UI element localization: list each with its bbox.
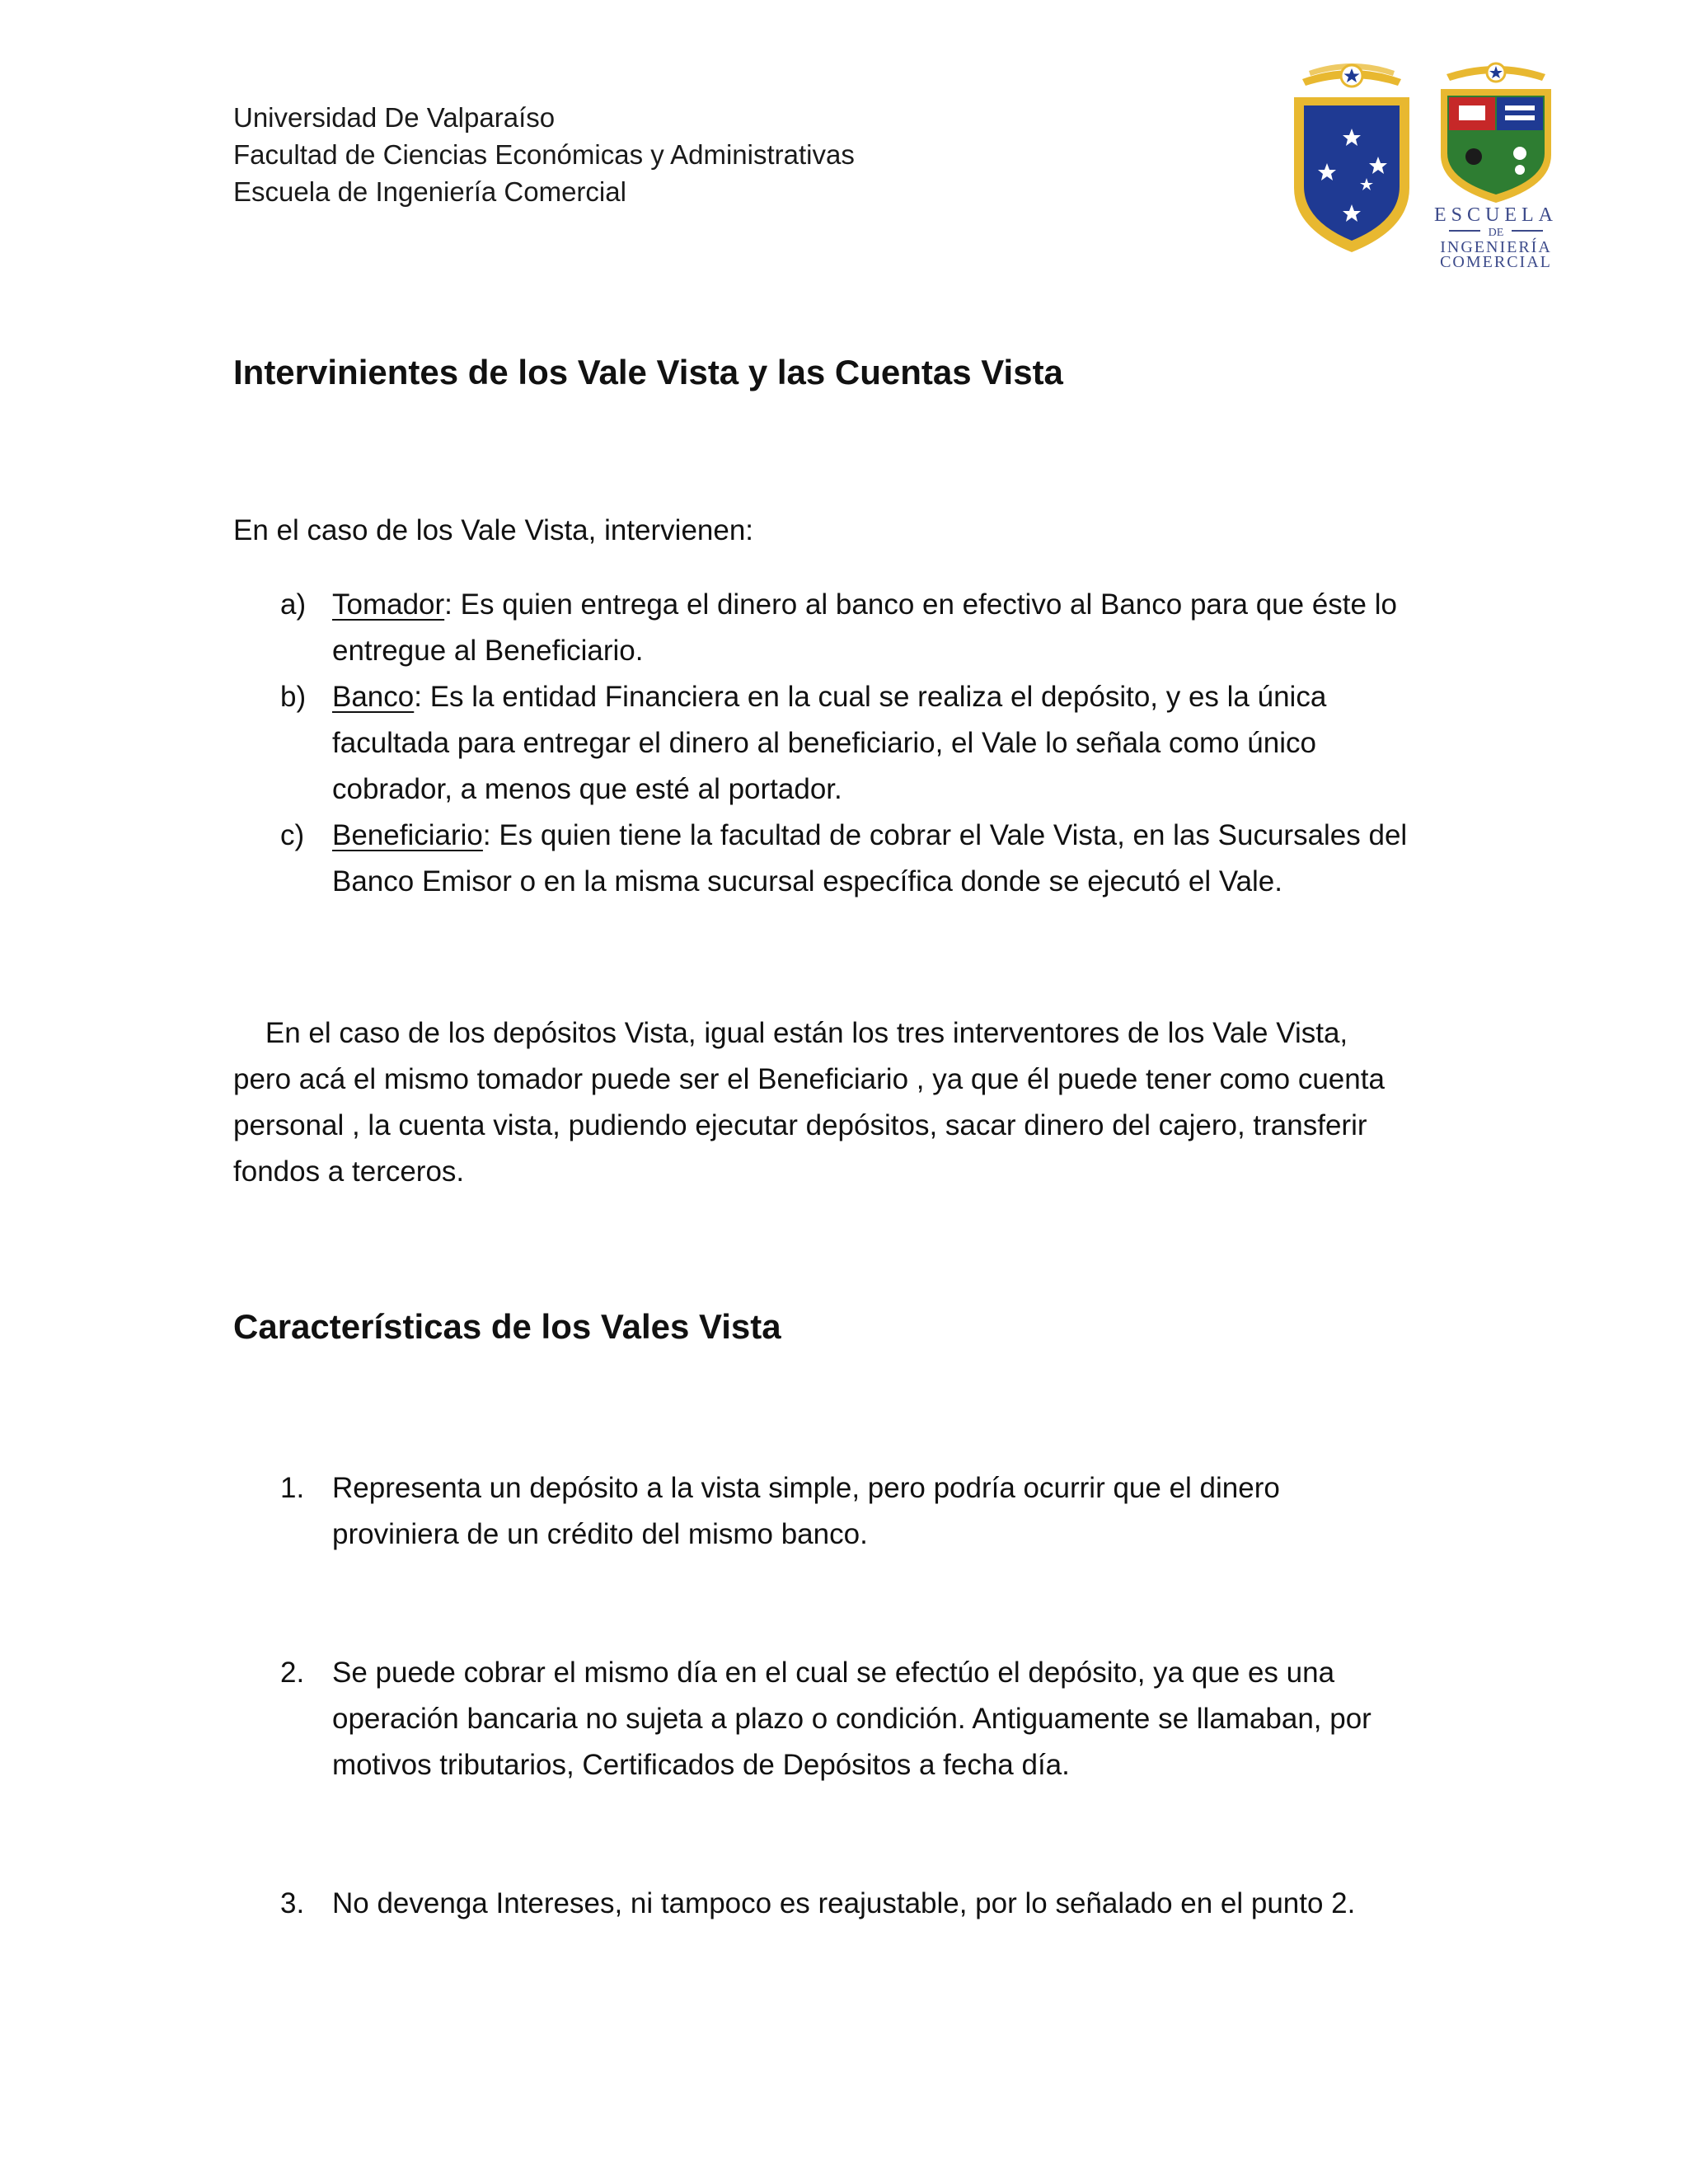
university-shield-logo	[1294, 63, 1409, 252]
institution-logos	[1286, 56, 1591, 270]
definition-text: : Es quien entrega el dinero al banco en efectivo al Banco para que éste lo	[444, 588, 1397, 621]
list-text: operación bancaria no sujeta a plazo o condición. Antiguamente se llamaban, por	[332, 1703, 1372, 1735]
logo-text-de: DE	[1488, 227, 1504, 239]
university-name: Universidad De Valparaíso	[233, 102, 556, 133]
definition-text: entregue al Beneficiario.	[332, 635, 644, 667]
definition-text: cobrador, a menos que esté al portador.	[332, 773, 842, 805]
definition-text: : Es quien tiene la facultad de cobrar el Vale Vista, en las Sucursales del	[482, 819, 1408, 851]
logo-text-comercial: COMERCIAL	[1440, 253, 1552, 270]
term-banco: Banco	[332, 681, 415, 713]
logo-text-escuela: ESCUELA	[1434, 204, 1558, 226]
list-text: motivos tributarios, Certificados de Depósitos a fecha día.	[332, 1749, 1070, 1781]
logo-text-ingenieria: INGENIERÍA	[1440, 238, 1552, 256]
paragraph-line: En el caso de los depósitos Vista, igual están los tres interventores de los Vale Vista,	[233, 1017, 1348, 1049]
section-title-intervinientes: Intervinientes de los Vale Vista y las Cuentas Vista	[233, 353, 1063, 391]
institution-header	[233, 99, 855, 210]
term-beneficiario: Beneficiario	[332, 819, 483, 851]
list-marker: c)	[280, 819, 305, 851]
list-marker: 2.	[280, 1657, 305, 1689]
intro-text: En el caso de los Vale Vista, intervienen:	[233, 514, 754, 546]
paragraph-line: personal , la cuenta vista, pudiendo ejecutar depósitos, sacar dinero del cajero, transferir	[233, 1109, 1367, 1141]
list-marker: 1.	[280, 1472, 305, 1504]
list-text: Se puede cobrar el mismo día en el cual se efectúo el depósito, ya que es una	[332, 1657, 1335, 1689]
list-text: proviniera de un crédito del mismo banco.	[332, 1518, 868, 1550]
list-marker: 3.	[280, 1887, 305, 1919]
school-name: Escuela de Ingeniería Comercial	[233, 176, 626, 207]
school-shield-logo	[1441, 63, 1551, 203]
section-title-caracteristicas: Características de los Vales Vista	[233, 1307, 781, 1346]
faculty-name: Facultad de Ciencias Económicas y Administrativas	[233, 139, 855, 170]
term-tomador: Tomador	[332, 588, 445, 621]
definition-text: Banco Emisor o en la misma sucursal específica donde se ejecutó el Vale.	[332, 865, 1283, 898]
list-text: No devenga Intereses, ni tampoco es reajustable, por lo señalado en el punto 2.	[332, 1887, 1356, 1919]
paragraph-line: fondos a terceros.	[233, 1155, 465, 1188]
school-logo-text	[1434, 204, 1558, 270]
list-text: Representa un depósito a la vista simple, pero podría ocurrir que el dinero	[332, 1472, 1280, 1504]
intro-paragraph	[233, 508, 1461, 554]
depositos-vista-paragraph	[233, 1010, 1461, 1195]
paragraph-line: pero acá el mismo tomador puede ser el Beneficiario , ya que él puede tener como cuenta	[233, 1063, 1385, 1095]
definition-text: : Es la entidad Financiera en la cual se realiza el depósito, y es la única	[414, 681, 1327, 713]
list-marker: b)	[280, 681, 307, 713]
definition-text: facultada para entregar el dinero al beneficiario, el Vale lo señala como único	[332, 727, 1316, 759]
list-marker: a)	[280, 588, 307, 621]
